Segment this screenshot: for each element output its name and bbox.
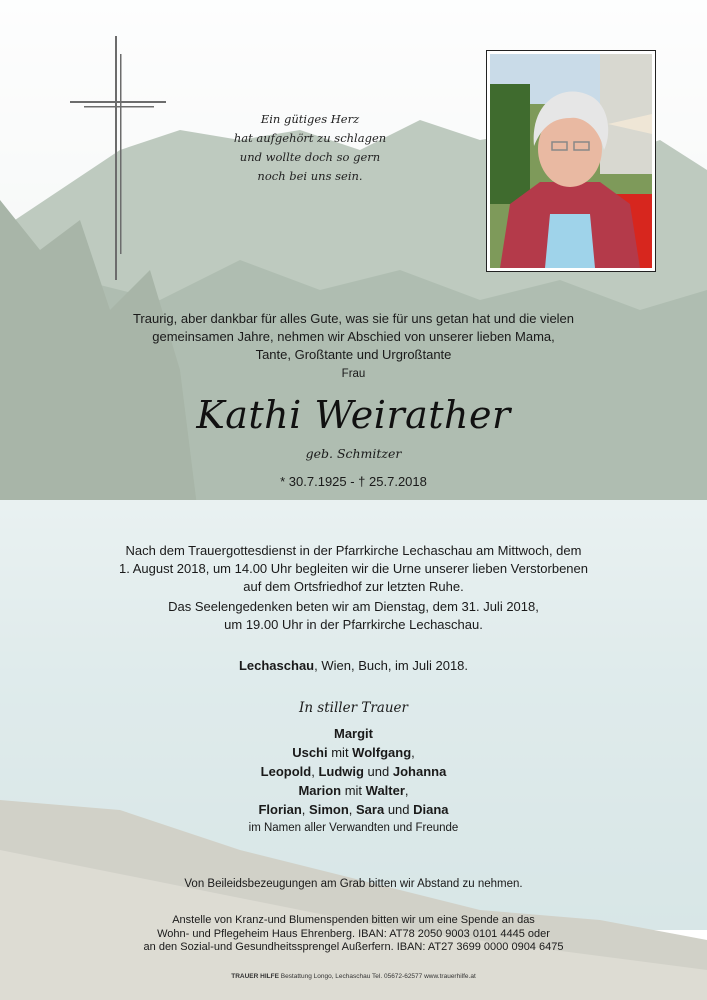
poem-line: noch bei uns sein.	[257, 169, 363, 183]
donation-line: an den Sozial-und Gesundheitssprengel Außerfern. IBAN: AT27 3699 0000 0904 6475	[143, 941, 564, 953]
place-date	[0, 658, 707, 673]
donation-note	[0, 914, 707, 955]
family-line: Margit	[334, 726, 373, 741]
poem-line: und wollte doch so gern	[239, 150, 381, 164]
place-rest: , Wien, Buch, im Juli 2018.	[314, 658, 469, 673]
memorial-line: Das Seelengedenken beten wir am Dienstag, dem 31. Juli 2018,	[168, 599, 539, 614]
funeral-line: 1. August 2018, um 14.00 Uhr begleiten wir die Urne unserer lieben Verstorbenen	[118, 561, 588, 576]
salutation: Frau	[341, 368, 366, 380]
intro-line: Traurig, aber dankbar für alles Gute, was sie für uns getan hat und die vielen	[132, 311, 575, 326]
poem-line: hat aufgehört zu schlagen	[233, 131, 387, 145]
donation-line: Anstelle von Kranz-und Blumenspenden bitten wir um eine Spende an das	[172, 914, 535, 926]
funeral-line: Nach dem Trauergottesdienst in der Pfarrkirche Lechaschau am Mittwoch, dem	[125, 543, 582, 558]
family-line: Leopold, Ludwig und Johanna	[260, 764, 447, 779]
family-line: Florian, Simon, Sara und Diana	[258, 802, 449, 817]
funeral-line: auf dem Ortsfriedhof zur letzten Ruhe.	[243, 579, 464, 594]
donation-line: Wohn- und Pflegeheim Haus Ehrenberg. IBAN: AT78 2050 9003 0101 4445 oder	[157, 927, 550, 940]
intro-line: gemeinsamen Jahre, nehmen wir Abschied von unserer lieben Mama,	[152, 329, 555, 344]
funeral-text	[0, 542, 707, 596]
deceased-name: Kathi Weirather	[196, 393, 511, 437]
family-list	[0, 724, 707, 819]
poem-line: Ein gütiges Herz	[260, 112, 360, 126]
intro-text	[0, 310, 707, 364]
in-mourning-heading: In stiller Trauer	[298, 700, 408, 716]
life-dates: * 30.7.1925 - † 25.7.2018	[280, 474, 427, 489]
portrait-photo	[486, 50, 656, 272]
memorial-text	[0, 598, 707, 634]
relatives-note: im Namen aller Verwandten und Freunde	[248, 822, 459, 834]
memorial-line: um 19.00 Uhr in der Pfarrkirche Lechaschau.	[224, 617, 483, 632]
cross-icon	[70, 36, 166, 280]
maiden-name: geb. Schmitzer	[305, 446, 402, 461]
condolences-note: Von Beileidsbezeugungen am Grab bitten wir Abstand zu nehmen.	[184, 878, 523, 890]
family-line: Uschi mit Wolfgang,	[292, 745, 415, 760]
poem	[190, 110, 430, 186]
footer-text: Bestattung Longo, Lechaschau Tel. 05672-62577 www.trauerhilfe.at	[278, 973, 476, 980]
family-line: Marion mit Walter,	[298, 783, 409, 798]
place-name: Lechaschau	[238, 658, 315, 673]
footer-imprint	[0, 973, 707, 980]
footer-brand: TRAUER HILFE	[231, 973, 279, 980]
intro-line: Tante, Großtante und Urgroßtante	[255, 347, 452, 362]
